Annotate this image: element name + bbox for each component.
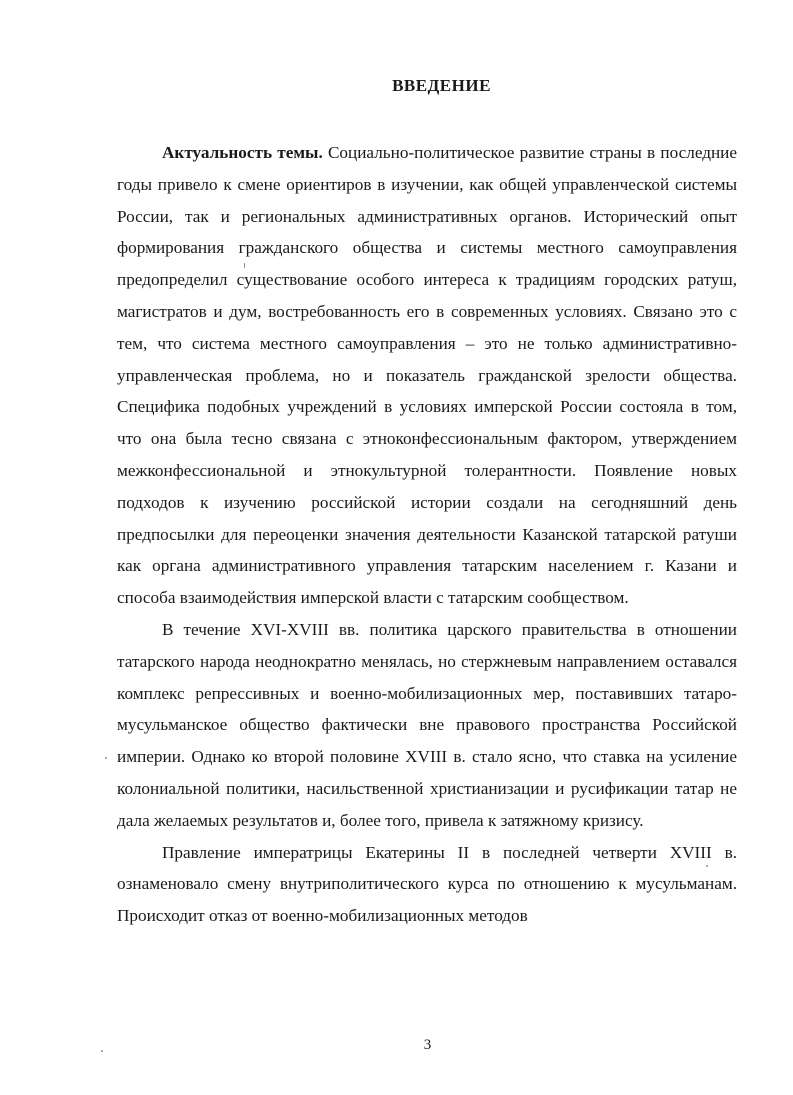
page-number: 3: [423, 1037, 432, 1053]
scan-speck: [244, 263, 245, 268]
section-title: ВВЕДЕНИЕ: [392, 76, 491, 95]
paragraph-lead: Актуальность темы.: [162, 143, 323, 162]
paragraph-policy: [117, 614, 737, 837]
paragraph-text: Правление императрицы Екатерины II в последней четверти XVIII в. ознаменовало смену внутриполитического курса по отношению к мусульманам. Происходит отказ от военно-мобилизационных методов: [117, 842, 737, 926]
scan-speck: [105, 757, 107, 759]
scan-speck: [706, 865, 708, 867]
body-text: [117, 137, 737, 932]
paragraph-catherine: [117, 837, 737, 932]
paragraph-relevance: [117, 137, 737, 614]
paragraph-text: В течение XVI-XVIII вв. политика царского правительства в отношении татарского народа неоднократно менялась, но стержневым направлением оставался комплекс репрессивных и военно-мобилизационных мер, поставивших татаро-мусульманское общество фактически вне правового пространства Российской империи. Однако ко второй половине XVIII в. стало ясно, что ставка на усиление колониальной политики, насильственной христианизации и русификации татар не дала желаемых результатов и, более того, привела к затяжному кризису.: [117, 619, 737, 830]
paragraph-text: Социально-политическое развитие страны в последние годы привело к смене ориентиров в изучении, как общей управленческой системы России, так и региональных административных органов. Исторический опыт формирования гражданского общества и системы местного самоуправления предопределил существование особого интереса к традициям городских ратуш, магистратов и дум, востребованность его в современных условиях. Связано это с тем, что система местного самоуправления – это не только административно-управленческая проблема, но и показатель гражданской зрелости общества. Специфика подобных учреждений в условиях имперской России состояла в том, что она была тесно связана с этноконфессиональным фактором, утверждением межконфессиональной и этнокультурной толерантности. Появление новых подходов к изучению российской истории создали на сегодняшний день предпосылки для переоценки значения деятельности Казанской татарской ратуши как органа административного управления татарским населением г. Казани и способа взаимодействия имперской власти с татарским сообществом.: [117, 143, 737, 608]
scan-speck: [101, 1050, 103, 1052]
